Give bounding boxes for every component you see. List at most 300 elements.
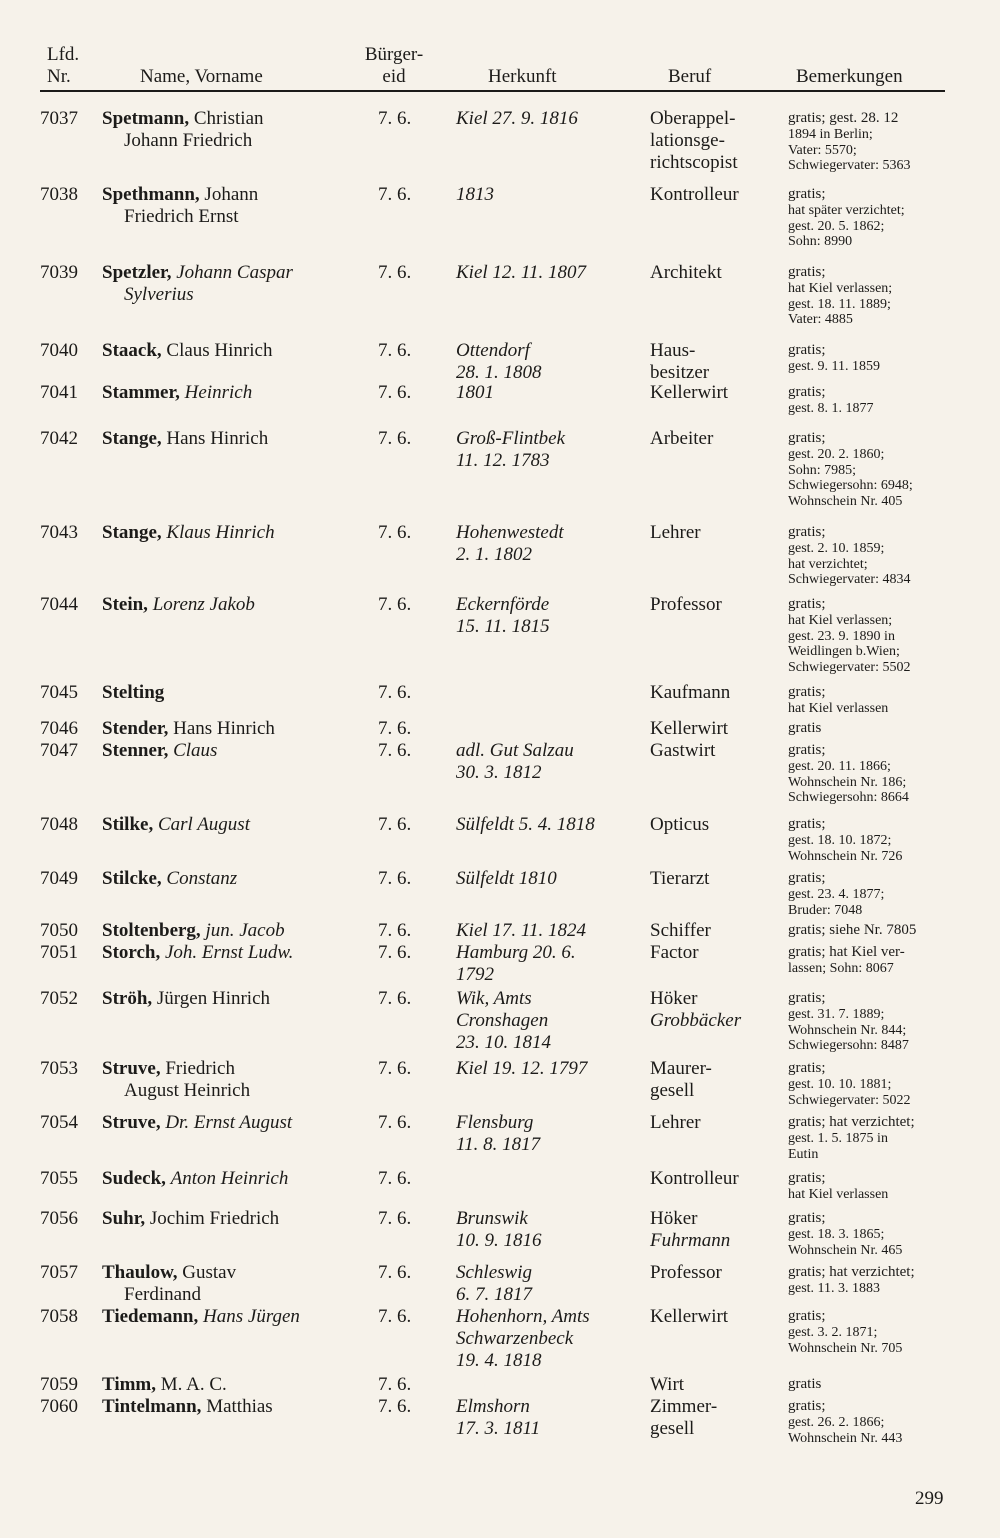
entry-surname: Stein, <box>102 594 148 615</box>
entry-beruf <box>650 594 786 616</box>
bemerkung-line: gratis; <box>788 264 826 280</box>
beruf-line: Lehrer <box>650 522 701 543</box>
entry-buergereid: 7. 6. <box>378 942 412 963</box>
entry-surname: Sudeck, <box>102 1168 166 1189</box>
entry-buergereid: 7. 6. <box>378 1058 412 1079</box>
beruf-line: lationsge- <box>650 130 725 151</box>
entry-given-name: Claus Hinrich <box>166 340 273 361</box>
entry-herkunft <box>456 1112 641 1156</box>
header-bemerkungen: Bemerkungen <box>796 66 903 87</box>
entry-given-name-cont: August Heinrich <box>124 1080 251 1101</box>
entry-buergereid: 7. 6. <box>378 108 412 129</box>
beruf-line: Factor <box>650 942 699 963</box>
beruf-line: Professor <box>650 594 722 615</box>
herkunft-line: 11. 12. 1783 <box>456 450 550 471</box>
entry-bemerkungen <box>788 428 954 509</box>
bemerkung-line: Vater: 4885 <box>788 312 853 327</box>
entry-given-name: Gustav <box>182 1262 237 1283</box>
entry-name <box>102 1396 367 1418</box>
entry-surname: Timm, <box>102 1374 157 1395</box>
entry-herkunft <box>456 262 641 284</box>
bemerkung-line: gratis; <box>788 524 826 540</box>
entry-number: 7060 <box>40 1396 78 1417</box>
bemerkung-line: gratis; <box>788 684 826 700</box>
entry-name <box>102 428 367 450</box>
beruf-line: Schiffer <box>650 920 711 941</box>
entry-herkunft <box>456 184 641 206</box>
herkunft-line: Kiel 17. 11. 1824 <box>456 920 587 941</box>
bemerkung-line: gratis; <box>788 1060 826 1076</box>
herkunft-line: 15. 11. 1815 <box>456 616 550 637</box>
entry-given-name: Hans Jürgen <box>203 1306 300 1327</box>
entry-number: 7037 <box>40 108 78 129</box>
entry-surname: Spethmann, <box>102 184 200 205</box>
herkunft-line: Eckernförde <box>456 594 550 615</box>
bemerkung-line: gratis; <box>788 990 826 1006</box>
entry-given-name-cont: Johann Friedrich <box>124 130 253 151</box>
entry-bemerkungen <box>788 988 954 1054</box>
herkunft-line: Hamburg 20. 6. <box>456 942 576 963</box>
entry-surname: Spetmann, <box>102 108 190 129</box>
header-herkunft: Herkunft <box>488 66 557 87</box>
bemerkung-line: Schwiegervater: 5502 <box>788 659 911 675</box>
entry-name <box>102 1374 367 1396</box>
herkunft-line: Elmshorn <box>456 1396 530 1417</box>
entry-herkunft <box>456 1306 641 1372</box>
entry-name <box>102 1168 367 1190</box>
entry-herkunft <box>456 814 641 836</box>
entry-given-name: Dr. Ernst August <box>165 1112 293 1133</box>
entry-number: 7048 <box>40 814 78 835</box>
entry-given-name: Carl August <box>157 814 250 835</box>
entry-bemerkungen <box>788 920 954 939</box>
entry-given-name: Lorenz Jakob <box>152 594 255 615</box>
entry-buergereid: 7. 6. <box>378 1306 412 1327</box>
entry-name <box>102 1058 367 1102</box>
entry-beruf <box>650 682 786 704</box>
beruf-line: Kontrolleur <box>650 1168 739 1189</box>
entry-buergereid: 7. 6. <box>378 814 412 835</box>
herkunft-line: 6. 7. 1817 <box>456 1284 532 1305</box>
entry-bemerkungen <box>788 1262 954 1297</box>
entry-buergereid: 7. 6. <box>378 740 412 761</box>
entry-buergereid: 7. 6. <box>378 594 412 615</box>
entry-given-name: Johann Caspar <box>176 262 293 283</box>
entry-beruf <box>650 522 786 544</box>
herkunft-line: Kiel 27. 9. 1816 <box>456 108 578 129</box>
entry-beruf <box>650 108 786 174</box>
herkunft-line: 1792 <box>456 964 494 985</box>
entry-beruf <box>650 718 786 740</box>
beruf-line: Lehrer <box>650 1112 701 1133</box>
bemerkung-line: hat verzichtet; <box>788 556 868 572</box>
bemerkung-line: Schwiegersohn: 6948; <box>788 478 913 493</box>
entry-name <box>102 988 367 1010</box>
herkunft-line: 30. 3. 1812 <box>456 762 542 783</box>
entry-given-name: Anton Heinrich <box>170 1168 289 1189</box>
entry-beruf <box>650 428 786 450</box>
entry-name <box>102 1306 367 1328</box>
entry-buergereid: 7. 6. <box>378 988 412 1009</box>
beruf-line: Tierarzt <box>650 868 710 889</box>
entry-number: 7051 <box>40 942 78 963</box>
herkunft-line: Ottendorf <box>456 340 530 361</box>
beruf-line: Haus- <box>650 340 696 361</box>
entry-buergereid: 7. 6. <box>378 340 412 361</box>
bemerkung-line: gest. 1. 5. 1875 in <box>788 1131 888 1146</box>
bemerkung-line: gest. 26. 2. 1866; <box>788 1415 885 1430</box>
entry-number: 7042 <box>40 428 78 449</box>
entry-surname: Ströh, <box>102 988 153 1009</box>
entry-number: 7055 <box>40 1168 78 1189</box>
entry-name <box>102 920 367 942</box>
herkunft-line: Schleswig <box>456 1262 532 1283</box>
entry-herkunft <box>456 382 641 404</box>
entry-buergereid: 7. 6. <box>378 868 412 889</box>
bemerkung-line: Wohnschein Nr. 726 <box>788 848 903 864</box>
entry-given-name: M. A. C. <box>160 1374 227 1395</box>
entry-beruf <box>650 1168 786 1190</box>
herkunft-line: Flensburg <box>456 1112 534 1133</box>
entry-number: 7056 <box>40 1208 78 1229</box>
entry-name <box>102 814 367 836</box>
entry-beruf <box>650 340 786 384</box>
entry-number: 7053 <box>40 1058 78 1079</box>
beruf-line: Kellerwirt <box>650 382 729 403</box>
entry-herkunft <box>456 942 641 986</box>
bemerkung-line: gratis; <box>788 816 826 832</box>
entry-name <box>102 382 367 404</box>
entry-buergereid: 7. 6. <box>378 1374 412 1395</box>
page-number: 299 <box>915 1488 944 1509</box>
bemerkung-line: gratis; <box>788 1308 826 1324</box>
entry-beruf <box>650 868 786 890</box>
header-lfd-nr <box>47 44 79 88</box>
entry-beruf <box>650 1262 786 1284</box>
entry-surname: Stender, <box>102 718 169 739</box>
entry-buergereid: 7. 6. <box>378 1396 412 1417</box>
bemerkung-line: gest. 20. 2. 1860; <box>788 447 885 462</box>
bemerkung-line: gest. 18. 11. 1889; <box>788 296 891 312</box>
entry-beruf <box>650 942 786 964</box>
herkunft-line: Groß-Flintbek <box>456 428 566 449</box>
entry-number: 7046 <box>40 718 78 739</box>
bemerkung-line: hat Kiel verlassen <box>788 701 889 716</box>
entry-given-name-cont: Friedrich Ernst <box>124 206 239 227</box>
entry-surname: Staack, <box>102 340 162 361</box>
entry-bemerkungen <box>788 340 954 375</box>
beruf-line: Kontrolleur <box>650 184 739 205</box>
bemerkung-line: Schwiegervater: 4834 <box>788 572 911 587</box>
herkunft-line: Kiel 12. 11. 1807 <box>456 262 587 283</box>
bemerkung-line: gratis <box>788 720 822 736</box>
bemerkung-line: gratis; <box>788 1170 826 1186</box>
entry-number: 7054 <box>40 1112 78 1133</box>
entry-herkunft <box>456 340 641 384</box>
header-rule <box>40 90 945 92</box>
herkunft-line: Brunswik <box>456 1208 528 1229</box>
entry-name <box>102 594 367 616</box>
beruf-line: Kellerwirt <box>650 1306 729 1327</box>
bemerkung-line: Wohnschein Nr. 705 <box>788 1340 903 1356</box>
entry-surname: Stammer, <box>102 382 180 403</box>
entry-herkunft <box>456 108 641 130</box>
entry-bemerkungen <box>788 1396 954 1446</box>
herkunft-line: 17. 3. 1811 <box>456 1418 541 1439</box>
entry-bemerkungen <box>788 682 954 717</box>
entry-buergereid: 7. 6. <box>378 1262 412 1283</box>
entry-herkunft <box>456 868 641 890</box>
entry-name <box>102 1112 367 1134</box>
header-buergereid <box>360 44 428 88</box>
entry-surname: Storch, <box>102 942 161 963</box>
bemerkung-line: lassen; Sohn: 8067 <box>788 961 894 976</box>
herkunft-line: Cronshagen <box>456 1010 549 1031</box>
entry-number: 7050 <box>40 920 78 941</box>
bemerkung-line: gest. 11. 3. 1883 <box>788 1281 881 1296</box>
bemerkung-line: gratis; <box>788 1210 826 1226</box>
entry-given-name: Johann <box>204 184 259 205</box>
entry-herkunft <box>456 522 641 566</box>
herkunft-line: 19. 4. 1818 <box>456 1350 542 1371</box>
beruf-line: richtscopist <box>650 152 738 173</box>
entry-herkunft <box>456 1208 641 1252</box>
header-nr: Nr. <box>47 66 71 87</box>
bemerkung-line: gest. 3. 2. 1871; <box>788 1325 878 1340</box>
entry-buergereid: 7. 6. <box>378 522 412 543</box>
bemerkung-line: Eutin <box>788 1146 819 1162</box>
entry-herkunft <box>456 428 641 472</box>
entry-name <box>102 1262 367 1306</box>
entry-bemerkungen <box>788 1058 954 1108</box>
entry-given-name: Joh. Ernst Ludw. <box>164 942 294 963</box>
entry-beruf <box>650 1208 786 1252</box>
bemerkung-line: Wohnschein Nr. 465 <box>788 1242 903 1258</box>
herkunft-line: Sülfeldt 1810 <box>456 868 557 889</box>
entry-bemerkungen <box>788 1112 954 1162</box>
entry-beruf <box>650 814 786 836</box>
entry-surname: Stilcke, <box>102 868 162 889</box>
entry-name <box>102 340 367 362</box>
beruf-line: Professor <box>650 1262 722 1283</box>
entry-bemerkungen <box>788 108 954 174</box>
bemerkung-line: gratis; <box>788 342 826 358</box>
herkunft-line: 10. 9. 1816 <box>456 1230 542 1251</box>
bemerkung-line: gratis; <box>788 742 826 758</box>
entry-bemerkungen <box>788 1168 954 1203</box>
header-eid-line1: Bürger- <box>364 44 424 65</box>
entry-buergereid: 7. 6. <box>378 428 412 449</box>
bemerkung-line: gest. 8. 1. 1877 <box>788 401 874 416</box>
entry-name <box>102 184 367 228</box>
entry-beruf <box>650 988 786 1032</box>
bemerkung-line: gest. 2. 10. 1859; <box>788 541 885 556</box>
herkunft-line: 1813 <box>456 184 494 205</box>
entry-number: 7049 <box>40 868 78 889</box>
beruf-line: Zimmer- <box>650 1396 718 1417</box>
entry-surname: Tintelmann, <box>102 1396 202 1417</box>
entry-herkunft <box>456 988 641 1054</box>
entry-number: 7059 <box>40 1374 78 1395</box>
entry-surname: Stange, <box>102 522 162 543</box>
entry-bemerkungen <box>788 594 954 675</box>
entry-name <box>102 740 367 762</box>
entry-name <box>102 868 367 890</box>
bemerkung-line: gratis; <box>788 186 826 202</box>
bemerkung-line: gratis; <box>788 596 826 612</box>
herkunft-line: 2. 1. 1802 <box>456 544 532 565</box>
herkunft-line: 28. 1. 1808 <box>456 362 542 383</box>
entry-name <box>102 522 367 544</box>
bemerkung-line: Wohnschein Nr. 844; <box>788 1022 907 1038</box>
entry-number: 7040 <box>40 340 78 361</box>
entry-buergereid: 7. 6. <box>378 262 412 283</box>
bemerkung-line: gest. 20. 11. 1866; <box>788 759 891 774</box>
entry-number: 7039 <box>40 262 78 283</box>
bemerkung-line: gratis; hat verzichtet; <box>788 1114 915 1130</box>
entry-surname: Spetzler, <box>102 262 172 283</box>
beruf-line: besitzer <box>650 362 710 383</box>
entry-bemerkungen <box>788 814 954 864</box>
entry-surname: Stange, <box>102 428 162 449</box>
bemerkung-line: gest. 20. 5. 1862; <box>788 218 885 234</box>
entry-buergereid: 7. 6. <box>378 718 412 739</box>
entry-number: 7057 <box>40 1262 78 1283</box>
entry-surname: Suhr, <box>102 1208 146 1229</box>
entry-beruf <box>650 184 786 206</box>
header-lfd: Lfd. <box>47 44 80 65</box>
beruf-line: Opticus <box>650 814 710 835</box>
entry-buergereid: 7. 6. <box>378 682 412 703</box>
bemerkung-line: gest. 31. 7. 1889; <box>788 1007 885 1022</box>
beruf-line: gesell <box>650 1080 695 1101</box>
entry-bemerkungen <box>788 184 954 250</box>
bemerkung-line: Sohn: 7985; <box>788 462 857 478</box>
entry-beruf <box>650 382 786 404</box>
entry-bemerkungen <box>788 868 954 918</box>
entry-given-name: Christian <box>193 108 264 129</box>
entry-herkunft <box>456 1262 641 1306</box>
entry-bemerkungen <box>788 522 954 588</box>
entry-name <box>102 718 367 740</box>
entry-bemerkungen <box>788 1208 954 1258</box>
entry-bemerkungen <box>788 718 954 737</box>
bemerkung-line: Wohnschein Nr. 443 <box>788 1430 903 1446</box>
beruf-line: Kellerwirt <box>650 718 729 739</box>
entry-name <box>102 942 367 964</box>
bemerkung-line: gest. 23. 4. 1877; <box>788 887 885 902</box>
beruf-line: Grobbäcker <box>650 1010 742 1031</box>
beruf-line: Architekt <box>650 262 722 283</box>
beruf-line: Höker <box>650 1208 698 1229</box>
entry-number: 7045 <box>40 682 78 703</box>
bemerkung-line: hat Kiel verlassen; <box>788 613 893 628</box>
bemerkung-line: Bruder: 7048 <box>788 902 863 918</box>
entry-given-name: Hans Hinrich <box>166 428 269 449</box>
bemerkung-line: gest. 18. 10. 1872; <box>788 833 892 848</box>
herkunft-line: 1801 <box>456 382 494 403</box>
entry-buergereid: 7. 6. <box>378 1208 412 1229</box>
bemerkung-line: Schwiegervater: 5363 <box>788 158 911 173</box>
entry-given-name: Jochim Friedrich <box>149 1208 280 1229</box>
beruf-line: Fuhrmann <box>650 1230 731 1251</box>
entry-beruf <box>650 1058 786 1102</box>
header-beruf: Beruf <box>668 66 712 87</box>
entry-number: 7041 <box>40 382 78 403</box>
entry-buergereid: 7. 6. <box>378 920 412 941</box>
herkunft-line: 11. 8. 1817 <box>456 1134 541 1155</box>
entry-given-name: Heinrich <box>184 382 253 403</box>
entry-name <box>102 682 367 704</box>
beruf-line: Wirt <box>650 1374 685 1395</box>
beruf-line: Oberappel- <box>650 108 736 129</box>
entry-bemerkungen <box>788 382 954 417</box>
bemerkung-line: 1894 in Berlin; <box>788 127 873 142</box>
entry-surname: Struve, <box>102 1058 161 1079</box>
entry-herkunft <box>456 594 641 638</box>
bemerkung-line: Sohn: 8990 <box>788 234 853 249</box>
bemerkung-line: gest. 9. 11. 1859 <box>788 359 881 374</box>
bemerkung-line: gratis; <box>788 1398 826 1414</box>
entry-given-name: Matthias <box>206 1396 273 1417</box>
bemerkung-line: gratis; siehe Nr. 7805 <box>788 922 917 938</box>
entry-surname: Stelting <box>102 682 165 703</box>
beruf-line: Höker <box>650 988 698 1009</box>
entry-given-name: Friedrich <box>165 1058 235 1079</box>
entry-beruf <box>650 920 786 942</box>
entry-given-name: Klaus Hinrich <box>166 522 275 543</box>
header-name: Name, Vorname <box>140 66 263 87</box>
entry-bemerkungen <box>788 262 954 328</box>
entry-herkunft <box>456 1396 641 1440</box>
herkunft-line: Wik, Amts <box>456 988 532 1009</box>
entry-number: 7043 <box>40 522 78 543</box>
entry-beruf <box>650 1112 786 1134</box>
entry-buergereid: 7. 6. <box>378 1168 412 1189</box>
entry-given-name: Claus <box>173 740 218 761</box>
herkunft-line: Kiel 19. 12. 1797 <box>456 1058 588 1079</box>
bemerkung-line: gratis; hat verzichtet; <box>788 1264 915 1280</box>
entry-beruf <box>650 262 786 284</box>
bemerkung-line: gratis; gest. 28. 12 <box>788 110 899 126</box>
bemerkung-line: gest. 10. 10. 1881; <box>788 1077 892 1092</box>
entry-given-name: Jürgen Hinrich <box>156 988 271 1009</box>
entry-herkunft <box>456 740 641 784</box>
entry-given-name-cont: Ferdinand <box>124 1284 202 1305</box>
herkunft-line: Hohenwestedt <box>456 522 564 543</box>
herkunft-line: Sülfeldt 5. 4. 1818 <box>456 814 595 835</box>
entry-given-name: jun. Jacob <box>205 920 285 941</box>
entry-buergereid: 7. 6. <box>378 1112 412 1133</box>
bemerkung-line: hat später verzichtet; <box>788 203 905 218</box>
entry-beruf <box>650 1306 786 1328</box>
bemerkung-line: gratis; hat Kiel ver- <box>788 944 905 960</box>
bemerkung-line: gest. 18. 3. 1865; <box>788 1227 885 1242</box>
bemerkung-line: gratis <box>788 1376 822 1392</box>
bemerkung-line: Vater: 5570; <box>788 142 857 158</box>
entry-given-name-cont: Sylverius <box>124 284 194 305</box>
beruf-line: Maurer- <box>650 1058 712 1079</box>
entry-beruf <box>650 1374 786 1396</box>
entry-name <box>102 1208 367 1230</box>
entry-surname: Struve, <box>102 1112 161 1133</box>
bemerkung-line: Schwiegersohn: 8664 <box>788 790 909 805</box>
entry-bemerkungen <box>788 942 954 977</box>
bemerkung-line: gratis; <box>788 430 826 446</box>
entry-buergereid: 7. 6. <box>378 184 412 205</box>
bemerkung-line: Schwiegersohn: 8487 <box>788 1038 909 1053</box>
herkunft-line: Hohenhorn, Amts <box>456 1306 590 1327</box>
